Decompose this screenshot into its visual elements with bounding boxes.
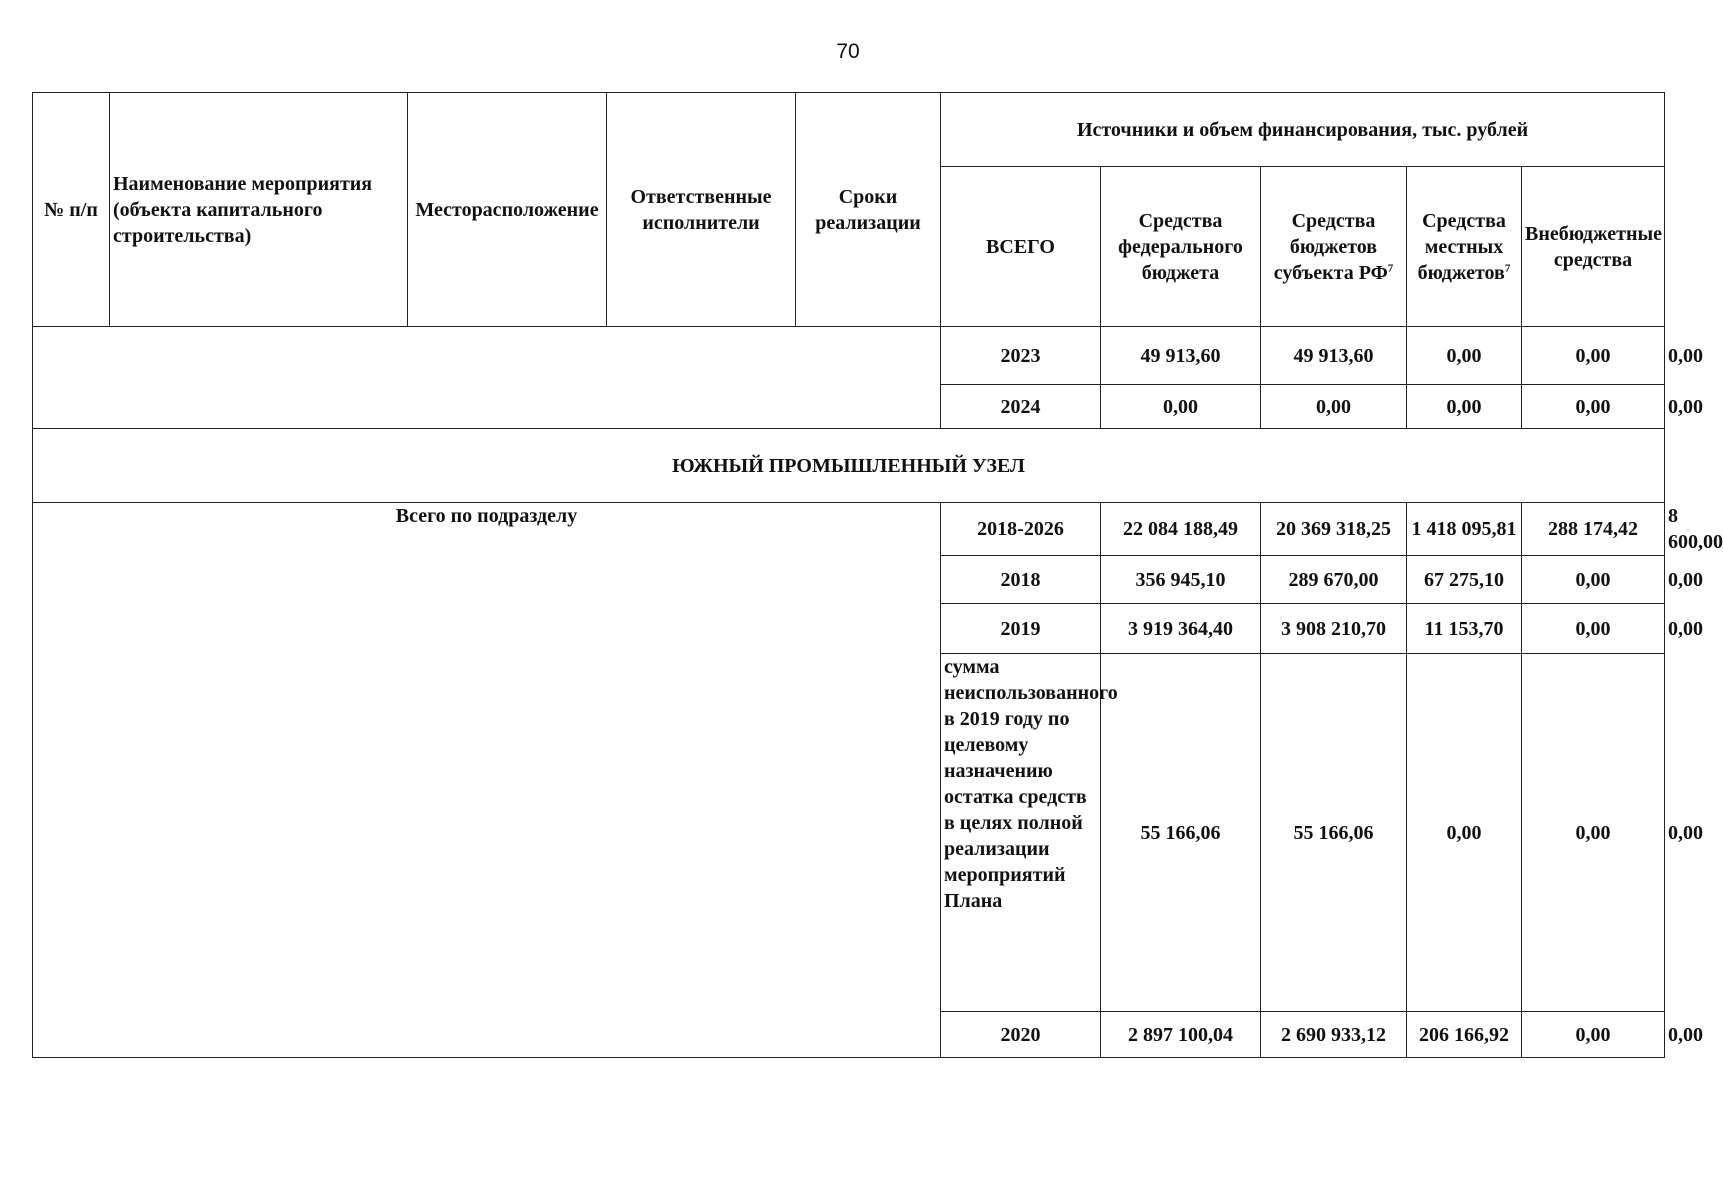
header-num: № п/п [33, 93, 110, 327]
page-number: 70 [836, 40, 860, 63]
header-regional: Средства бюджетов субъекта $РФ^7$ [1261, 167, 1407, 327]
table-row: 2020 2 897 100,04 2 690 933,12 206 166,92 0,00 0,00 [33, 1012, 1665, 1058]
period-cell: 2024 [941, 385, 1101, 429]
period-cell: 2019 [941, 604, 1101, 654]
regional-cell: 0,00 [1407, 327, 1522, 385]
table-row: Всего по подразделу 2018-2026 22 084 188,49 20 369 318,25 1 418 095,81 288 174,42 8 600,00 [33, 503, 1665, 556]
regional-cell: 0,00 [1407, 385, 1522, 429]
regional-cell: 206 166,92 [1407, 1012, 1522, 1058]
local-cell: 0,00 [1522, 327, 1665, 385]
regional-cell: 0,00 [1407, 654, 1522, 1012]
footnote-mark: 7 [1504, 261, 1511, 274]
regional-cell: 67 275,10 [1407, 556, 1522, 604]
section-row [33, 429, 1665, 503]
federal-cell: 20 369 318,25 [1261, 503, 1407, 556]
federal-cell: 2 690 933,12 [1261, 1012, 1407, 1058]
total-cell: 356 945,10 [1101, 556, 1261, 604]
header-offbudget: Внебюджетные средства [1522, 167, 1665, 327]
empty-cell [33, 327, 941, 429]
local-cell: 288 174,42 [1522, 503, 1665, 556]
section-title: ЮЖНЫЙ ПРОМЫШЛЕННЫЙ УЗЕЛ [33, 429, 1665, 503]
subtotal-label: Всего по подразделу [33, 503, 941, 1058]
period-note-cell: сумма неиспользованного в 2019 году по целевому назначению остатка средств в целях полной реализации мероприятий Плана [941, 654, 1101, 1012]
total-cell: 55 166,06 [1101, 654, 1261, 1012]
total-cell: 49 913,60 [1101, 327, 1261, 385]
table-row: 2024 0,00 0,00 0,00 0,00 0,00 [33, 385, 1665, 429]
federal-cell: 49 913,60 [1261, 327, 1407, 385]
table-row: 2019 3 919 364,40 3 908 210,70 11 153,70 0,00 0,00 [33, 604, 1665, 654]
header-federal: Средства федерального бюджета [1101, 167, 1261, 327]
total-cell: 0,00 [1101, 385, 1261, 429]
federal-cell: 0,00 [1261, 385, 1407, 429]
local-cell: 0,00 [1522, 385, 1665, 429]
local-cell: 0,00 [1522, 604, 1665, 654]
table-header-row [33, 93, 1665, 167]
header-name: Наименование мероприятия (объекта капитального строительства) [110, 93, 408, 327]
federal-cell: 55 166,06 [1261, 654, 1407, 1012]
financing-table [32, 92, 1723, 1058]
regional-cell: 1 418 095,81 [1407, 503, 1522, 556]
local-cell: 0,00 [1522, 654, 1665, 1012]
header-period: Сроки реализации [796, 93, 941, 327]
federal-cell: 3 908 210,70 [1261, 604, 1407, 654]
table-row: 2018 356 945,10 289 670,00 67 275,10 0,00 0,00 [33, 556, 1665, 604]
period-cell: 2018 [941, 556, 1101, 604]
header-local: Средства местных бюджетов$^7$ [1407, 167, 1522, 327]
local-cell: 0,00 [1522, 1012, 1665, 1058]
federal-cell: 289 670,00 [1261, 556, 1407, 604]
period-cell: 2020 [941, 1012, 1101, 1058]
total-cell: 22 084 188,49 [1101, 503, 1261, 556]
total-cell: 3 919 364,40 [1101, 604, 1261, 654]
period-cell: 2018-2026 [941, 503, 1101, 556]
header-funding-group: Источники и объем финансирования, тыс. рублей [941, 93, 1665, 167]
header-responsible: Ответственные исполнители [607, 93, 796, 327]
footnote-mark: 7 [1387, 261, 1394, 274]
header-location: Месторасположение [408, 93, 607, 327]
total-cell: 2 897 100,04 [1101, 1012, 1261, 1058]
header-total: ВСЕГО [941, 167, 1101, 327]
local-cell: 0,00 [1522, 556, 1665, 604]
table-row: сумма неиспользованного в 2019 году по целевому назначению остатка средств в целях полной реализации мероприятий Плана 55 166,06 55 166,06 0,00 0,00 0,00 [33, 654, 1665, 1012]
table-row: 2023 49 913,60 49 913,60 0,00 0,00 0,00 [33, 327, 1665, 385]
period-cell: 2023 [941, 327, 1101, 385]
regional-cell: 11 153,70 [1407, 604, 1522, 654]
